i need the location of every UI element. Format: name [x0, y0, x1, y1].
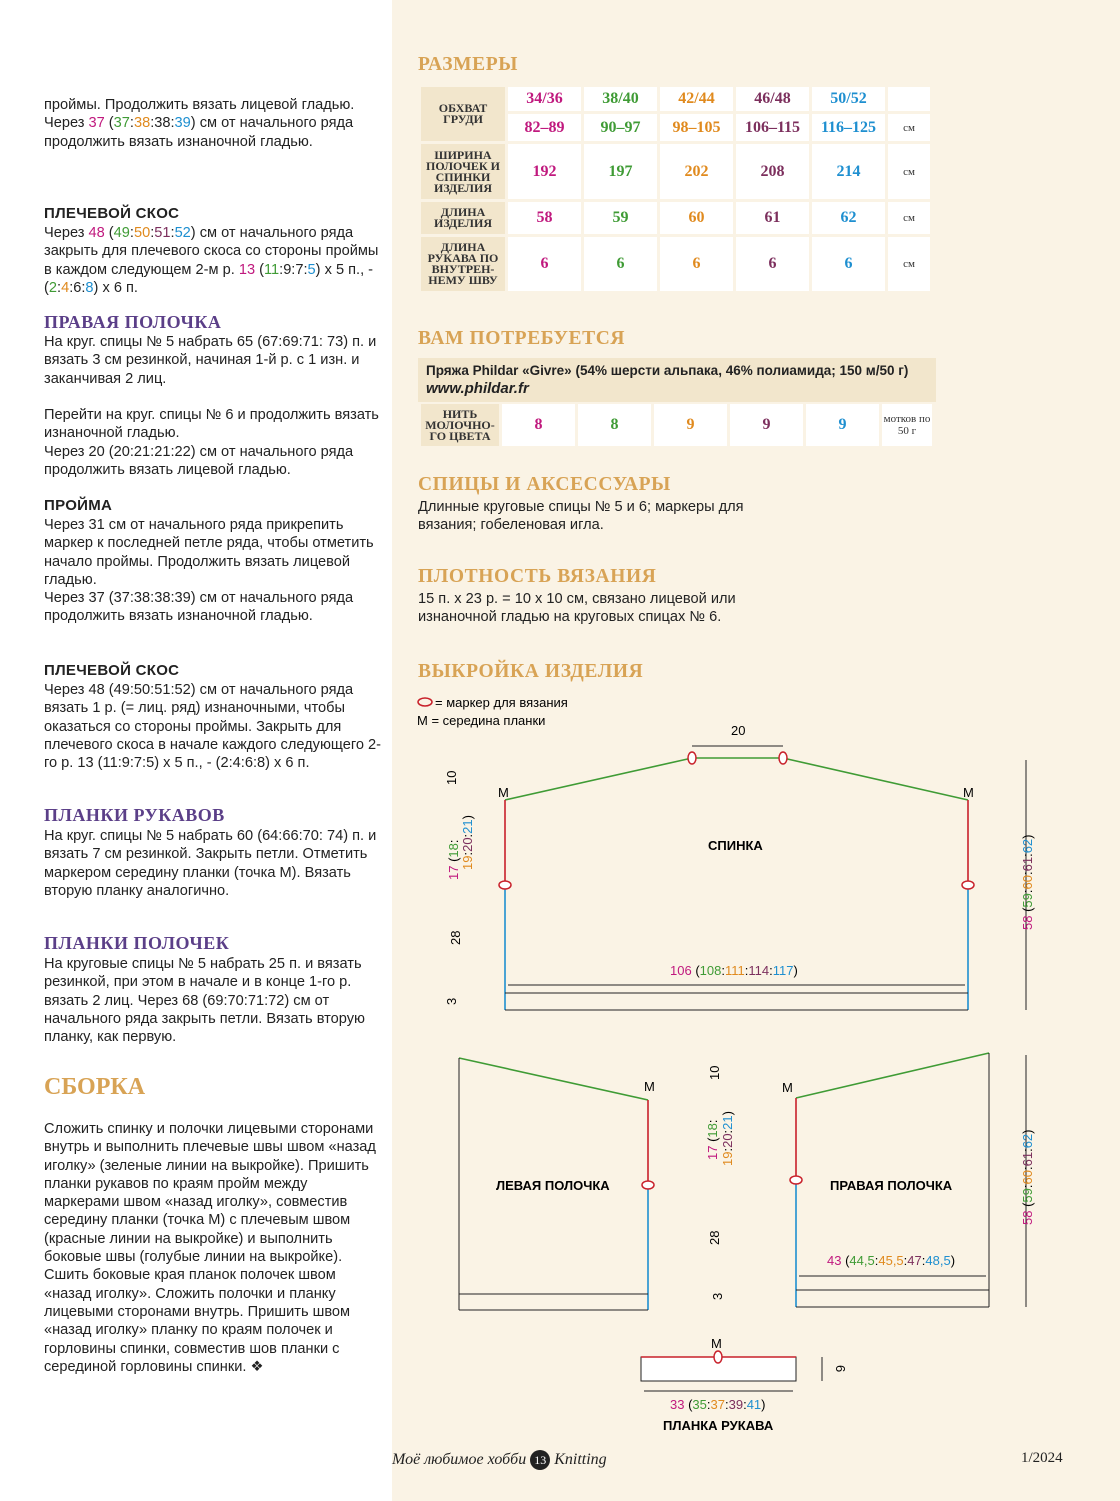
cell: 6 [508, 237, 581, 291]
heading-right-front: ПРАВАЯ ПОЛОЧКА [44, 312, 222, 332]
m-label: М [498, 785, 509, 800]
cell: 9 [806, 404, 879, 446]
empty-cell [888, 87, 930, 111]
num: 50 [133, 225, 151, 241]
unit: см [888, 237, 930, 291]
text: : [150, 225, 155, 241]
text: ( [104, 225, 114, 241]
yarn-url: www.phildar.fr [426, 380, 529, 397]
front-width: 43 (44,5:45,5:47:48,5) [827, 1253, 956, 1268]
pattern-diagram [392, 680, 1120, 1440]
heading-shoulder-1: ПЛЕЧЕВОЙ СКОС [44, 205, 180, 222]
cell: 6 [812, 237, 885, 291]
end-mark-icon: ❖ [250, 1358, 264, 1375]
cell: 106–115 [736, 114, 809, 141]
row-label: ДЛИНА РУКАВА ПО ВНУТРЕН-НЕМУ ШВУ [421, 237, 505, 291]
m-label: М [644, 1079, 655, 1094]
dim-3: 3 [444, 997, 459, 1005]
table-row [421, 202, 930, 234]
cell: 192 [508, 144, 581, 199]
neck-width: 20 [731, 723, 746, 738]
cell: 214 [812, 144, 885, 199]
cell: 197 [584, 144, 657, 199]
marker-icon [418, 698, 432, 706]
yarn-box [418, 358, 936, 402]
size-header: 34/36 [508, 87, 581, 111]
text: : [57, 279, 62, 296]
cell: 8 [578, 404, 651, 446]
back-piece [444, 723, 1035, 1010]
gauge-title: ПЛОТНОСТЬ ВЯЗАНИЯ [418, 566, 657, 587]
heading-sleeve-bands: ПЛАНКИ РУКАВОВ [44, 805, 225, 825]
paragraph-shoulder-1 [44, 224, 384, 297]
sleeve-band-label: ПЛАНКА РУКАВА [663, 1418, 774, 1433]
sleeve-band-piece [641, 1336, 848, 1433]
cell: 9 [730, 404, 803, 446]
text: :38: [150, 115, 175, 132]
paragraph-shoulder-2: Через 48 (49:50:51:52) см от начального ряда вязать 1 р. (= лиц. ряд) изнаночными, чтобы оказаться со стороны проймы. Закрыть для плечевого скоса в начале каждого следующего 2-го р. 13 (11:9:7:5) х 5 п., - (2:4:6:8) х 6 п. [44, 682, 382, 772]
cell: 59 [584, 202, 657, 234]
table-row [421, 237, 930, 291]
knitting-label: Knitting [554, 1451, 607, 1468]
text: Через [44, 225, 89, 241]
dim-28: 28 [448, 930, 463, 945]
paragraph-armhole-continue [44, 96, 384, 151]
paragraph-sleeve-bands: На круг. спицы № 5 набрать 60 (64:66:70: 74) п. и вязать 7 см резинкой. Закрыть петли. Отметить маркером середину планки (точка М). Вязать вторую планку аналогично. [44, 828, 377, 899]
dim-armhole-2: 19:20:21) [720, 1111, 735, 1166]
cell: 61 [736, 202, 809, 234]
cell: 62 [812, 202, 885, 234]
size-header: 50/52 [812, 87, 885, 111]
table-row [421, 87, 930, 111]
dim-6: 6 [833, 1365, 848, 1373]
footer-issue: 1/2024 [1021, 1450, 1063, 1466]
text: :9:7: [279, 261, 308, 278]
text: Сложить спинку и полочки лицевыми сторонами внутрь и выполнить плечевые швы швом «назад иголку» (зеленые линии на выкройке). Пришить планки рукавов по краям пройм между маркерами швом «назад иголку», совместив середину планки (точка М) с плечевым швом (красные линии на выкройке) и выполнить боковые швы (голубые линии на выкройке). Сшить боковые края планок полочек швом «назад иголку». Сложить полочки и планку лицевыми сторонами внутрь. Пришить швом «назад иголку» планку по краям полочек и горловины спинки, совместив шов планки с серединой горловины спинки. [44, 1121, 376, 1375]
text: Через [44, 115, 89, 132]
back-label: СПИНКА [708, 838, 763, 853]
size-header: 38/40 [584, 87, 657, 111]
m-label: М [711, 1336, 722, 1351]
gauge-text: 15 п. х 23 р. = 10 х 10 см, связано лицевой или изнаночной гладью на круговых спицах № 6. [418, 591, 736, 626]
dim-28: 28 [707, 1230, 722, 1245]
cell: 6 [736, 237, 809, 291]
text: ) х 5 п., - ( [44, 261, 374, 296]
row-label: ОБХВАТ ГРУДИ [421, 87, 505, 141]
text: ( [104, 115, 114, 132]
num: 51 [154, 225, 171, 241]
left-front-piece [459, 1058, 655, 1310]
heading-front-bands: ПЛАНКИ ПОЛОЧЕК [44, 933, 230, 953]
cell: 9 [654, 404, 727, 446]
paragraph-assembly [44, 1120, 384, 1376]
issue-circle: 13 [530, 1450, 550, 1470]
table-row [421, 404, 932, 446]
paragraph-right-front-3: Через 20 (20:21:21:22) см от начального ряда продолжить вязать лицевой гладью. [44, 444, 354, 479]
unit: см [888, 144, 930, 199]
heading-shoulder-2: ПЛЕЧЕВОЙ СКОС [44, 662, 180, 679]
dim-armhole: 17 (18: [705, 1119, 720, 1160]
cell: 60 [660, 202, 733, 234]
heading-assembly: СБОРКА [44, 1074, 146, 1100]
num: 37 [88, 115, 105, 132]
size-header: 46/48 [736, 87, 809, 111]
num: 4 [61, 279, 70, 296]
paragraph-armhole-2: Через 37 (37:38:38:39) см от начального ряда продолжить вязать изнаночной гладью. [44, 590, 354, 625]
cell: 208 [736, 144, 809, 199]
paragraph-right-front-2: Перейти на круг. спицы № 6 и продолжить вязать изнаночной гладью. [44, 407, 379, 442]
row-label: НИТЬ МОЛОЧНО-ГО ЦВЕТА [421, 404, 499, 446]
text: ) х 6 п. [93, 279, 138, 296]
yarn-text: Пряжа Phildar «Givre» (54% шерсти альпака, 46% полиамида; 150 м/50 г) [426, 363, 909, 378]
row-label: ШИРИНА ПОЛОЧЕК И СПИНКИ ИЗДЕЛИЯ [421, 144, 505, 199]
num: 48 [88, 225, 105, 241]
needles-title: СПИЦЫ И АКСЕССУАРЫ [418, 474, 671, 495]
num: 52 [174, 225, 191, 241]
paragraph-right-front-1: На круг. спицы № 5 набрать 65 (67:69:71: 73) п. и вязать 3 см резинкой, начиная 1-й р. с 1 изн. и заканчивая 2 лиц. [44, 334, 377, 387]
sizes-table [418, 84, 933, 294]
band-width: 33 (35:37:39:41) [670, 1397, 766, 1412]
num: 38 [133, 115, 151, 132]
cell: 90–97 [584, 114, 657, 141]
dim-armhole: 17 (18: [446, 839, 461, 880]
paragraph-armhole-1: Через 31 см от начального ряда прикрепить маркер к последней петле ряда, чтобы отметить начало проймы. Продолжить вязать лицевой гладью. [44, 517, 374, 588]
cell: 8 [502, 404, 575, 446]
cell: 98–105 [660, 114, 733, 141]
legend-m: М = середина планки [417, 713, 546, 728]
dim-armhole-2: 19:20:21) [460, 815, 475, 870]
text: : [129, 115, 134, 132]
cell: 58 [508, 202, 581, 234]
front-length: 58 (59:60:61:62) [1020, 1129, 1035, 1225]
table-row [421, 144, 930, 199]
heading-armhole: ПРОЙМА [44, 497, 113, 514]
right-front-piece [705, 1053, 1035, 1307]
text: ) см от начального ряда продолжить вязать изнаночной гладью. [44, 115, 354, 150]
m-label: М [782, 1080, 793, 1095]
pattern-title: ВЫКРОЙКА ИЗДЕЛИЯ [418, 661, 644, 682]
num: 39 [174, 115, 191, 132]
cell: 202 [660, 144, 733, 199]
yarn-table [418, 401, 935, 449]
cell: 6 [660, 237, 733, 291]
cell: 6 [584, 237, 657, 291]
cell: 82–89 [508, 114, 581, 141]
unit: мотков по 50 г [882, 404, 932, 446]
text: проймы. Продолжить вязать лицевой гладью. [44, 97, 355, 113]
unit: см [888, 202, 930, 234]
text: ( [255, 261, 264, 278]
num: 37 [113, 115, 130, 132]
back-width: 106 (108:111:114:117) [670, 963, 798, 978]
text: ) см от начального ряда закрыть для плечевого скоса со стороны проймы в каждом следующем 2-м р. [44, 225, 379, 278]
left-front-label: ЛЕВАЯ ПОЛОЧКА [496, 1178, 610, 1193]
text: : [170, 225, 175, 241]
num: 8 [85, 279, 94, 296]
sizes-title: РАЗМЕРЫ [418, 54, 518, 75]
text: : [129, 225, 134, 241]
back-length: 58 (59:60:61:62) [1020, 834, 1035, 930]
cell: 116–125 [812, 114, 885, 141]
text: :6: [69, 279, 86, 296]
dim-3: 3 [710, 1292, 725, 1300]
legend-marker: = маркер для вязания [435, 695, 568, 710]
num: 49 [113, 225, 130, 241]
row-label: ДЛИНА ИЗДЕЛИЯ [421, 202, 505, 234]
num: 13 [238, 261, 256, 278]
unit: см [888, 114, 930, 141]
paragraph-front-bands: На круговые спицы № 5 набрать 25 п. и вязать резинкой, при этом в начале и в конце 1-го р. вязать 2 лиц. Через 68 (69:70:71:72) см от начального ряда закрыть петли. Вязать вторую планку, как первую. [44, 956, 365, 1046]
dim-10: 10 [444, 770, 459, 785]
mag-title: Моё любимое хобби [392, 1451, 527, 1468]
dim-10: 10 [707, 1065, 722, 1080]
needles-text: Длинные круговые спицы № 5 и 6; маркеры для вязания; гобеленовая игла. [418, 499, 744, 534]
num: 5 [307, 261, 316, 278]
need-title: ВАМ ПОТРЕБУЕТСЯ [418, 328, 626, 349]
size-header: 42/44 [660, 87, 733, 111]
num: 2 [48, 279, 57, 296]
footer-magazine [392, 1450, 607, 1470]
right-front-label: ПРАВАЯ ПОЛОЧКА [830, 1178, 953, 1193]
num: 11 [263, 261, 280, 278]
m-label: М [963, 785, 974, 800]
